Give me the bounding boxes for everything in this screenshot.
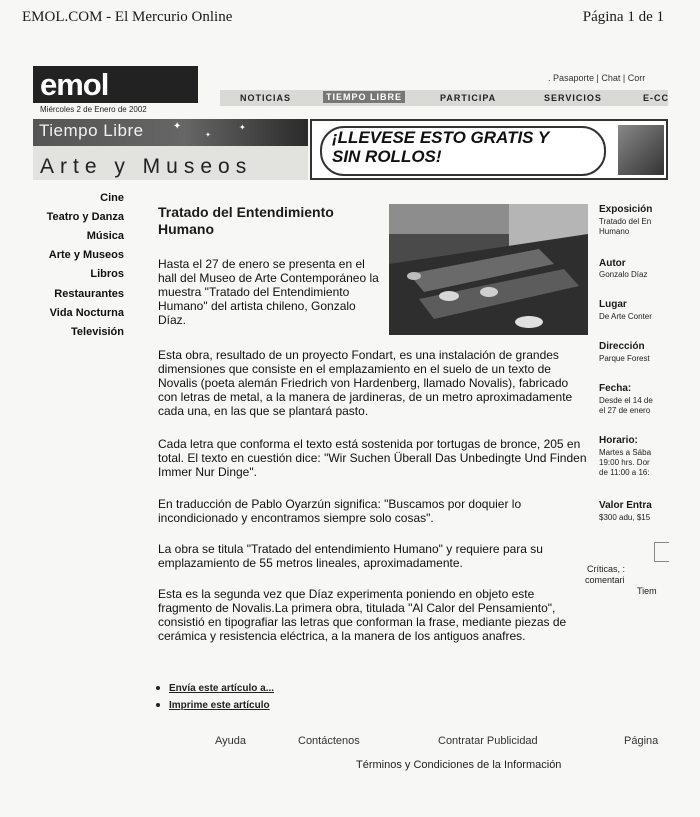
criticas-text[interactable]: Tiem [637,586,657,596]
send-article-row [156,683,274,694]
info-fecha-value: Desde el 14 de [599,396,653,405]
menu-cine[interactable]: Cine [100,192,124,204]
info-autor-label: Autor [599,258,626,269]
sparkle-icon: ✦ [205,132,211,139]
info-lugar-value: De Arte Conter [599,312,652,321]
info-direccion-label: Dirección [599,341,645,352]
criticas-text[interactable]: Críticas, : [587,564,626,574]
footer-pagina-link[interactable]: Página [624,735,659,747]
nav-noticias[interactable]: NOTICIAS [240,93,292,103]
info-direccion-value: Parque Forest [599,354,650,363]
menu-musica[interactable]: Música [86,230,124,242]
article-title-line-1: Tratado del Entendimiento [158,204,334,220]
info-autor-value: Gonzalo Díaz [599,270,648,279]
print-header-title: EMOL.COM - El Mercurio Online [22,9,233,25]
info-lugar-label: Lugar [599,299,627,310]
event-info-column [585,204,668,624]
print-page-number: Página 1 de 1 [582,9,664,25]
info-valor-value: $300 adu, $15 [599,513,651,522]
footer-ayuda-link[interactable]: Ayuda [215,735,246,747]
emol-logo[interactable]: emol [40,67,109,102]
installation-photo [389,204,588,335]
footer-terms-link[interactable]: Términos y Condiciones de la Información [356,759,562,771]
article-title-line-2: Humano [158,221,214,237]
ad-banner[interactable] [310,119,668,180]
info-horario-value: 19:00 hrs. Dor [599,458,650,467]
installation-photo-graphic [389,204,588,335]
info-exposicion-value: Humano [599,227,630,236]
footer-publicidad-link[interactable]: Contratar Publicidad [438,735,538,747]
ad-text [332,128,602,166]
ad-image [618,125,664,175]
menu-libros[interactable]: Libros [90,268,124,280]
article-paragraph: La obra se titula "Tratado del entendimiento Humano" y requiere para su emplazamiento de 55 metros lineales, aproximadamente. [158,542,543,570]
info-horario-value: Martes a Sába [599,448,652,457]
nav-tiempo-libre[interactable]: TIEMPO LIBRE [323,91,405,103]
info-exposicion-value: Tratado del En [599,217,652,226]
nav-servicios[interactable]: SERVICIOS [544,93,602,103]
article-paragraph: Esta es la segunda vez que Díaz experimenta poniendo en objeto este fragmento de Novalis.La primera obra, titulada "Al Calor del Pensamiento", consistió en tipografiar las letras que conforman la frase, mediante piezas de cerámica y resistencia eléctrica, a la manera de los antiguos anafres. [158,587,567,643]
print-article-row [156,700,270,711]
criticas-text[interactable]: comentari [585,575,625,585]
sparkle-icon: ✦ [239,123,246,132]
subsection-title: Arte y Museos [40,155,253,178]
info-fecha-label: Fecha: [599,383,632,394]
article-paragraph: Esta obra, resultado de un proyecto Fondart, es una instalación de grandes dimensiones que consiste en el emplazamiento en el suelo de un texto de Novalis (poeta alemán Friedrich von Hardenberg, llamado Novalis), fabricado con letras de metal, a la manera de jardineras, de un metro aproximadamente cada una, en las que se plantará pasto. [158,348,573,418]
info-horario-value: de 11:00 a 16: [599,468,650,477]
site-date: Miércoles 2 de Enero de 2002 [40,105,147,114]
menu-restaurantes[interactable]: Restaurantes [54,288,124,300]
bullet-icon [156,686,160,690]
nav-e-commerce[interactable]: E-CC [643,93,669,103]
send-article-link[interactable]: Envía este artículo a... [169,683,275,694]
print-article-link[interactable]: Imprime este artículo [169,700,270,711]
menu-television[interactable]: Televisión [71,326,124,338]
section-title: Tiempo Libre [39,121,144,140]
top-links[interactable]: . Pasaporte | Chat | Corr [548,73,646,83]
info-exposicion-label: Exposición [599,204,653,215]
menu-teatro-danza[interactable]: Teatro y Danza [46,211,124,223]
footer-contactenos-link[interactable]: Contáctenos [298,735,360,747]
article-paragraph: Hasta el 27 de enero se presenta en el hall del Museo de Arte Contemporáneo la muestra "Tratado del Entendimiento Humano" del artista chileno, Gonzalo Díaz. [158,257,379,327]
bullet-icon [156,703,160,707]
info-fecha-value: el 27 de enero [599,406,651,415]
menu-arte-museos[interactable]: Arte y Museos [48,249,124,261]
nav-participa[interactable]: PARTICIPA [440,93,497,103]
article-title [158,204,383,238]
ad-line-1: ¡LLEVESE ESTO GRATIS Y [332,128,550,147]
article-paragraph: Cada letra que conforma el texto está sostenida por tortugas de bronce, 205 en total. El texto en cuestión dice: "Wir Suchen Überall Das Unbedingte Und Finden Immer Nur Dinge". [158,437,587,479]
ad-line-2: SIN ROLLOS! [332,147,442,166]
article-paragraph: En traducción de Pablo Oyarzún significa: "Buscamos por doquier lo incondicionado y encontramos siempre solo cosas". [158,497,522,525]
criticas-icon [654,542,669,562]
main-nav-bar [220,90,668,106]
menu-vida-nocturna[interactable]: Vida Nocturna [49,307,124,319]
info-valor-label: Valor Entra [599,500,652,511]
info-horario-label: Horario: [599,435,638,446]
sparkle-icon: ✦ [173,121,182,132]
